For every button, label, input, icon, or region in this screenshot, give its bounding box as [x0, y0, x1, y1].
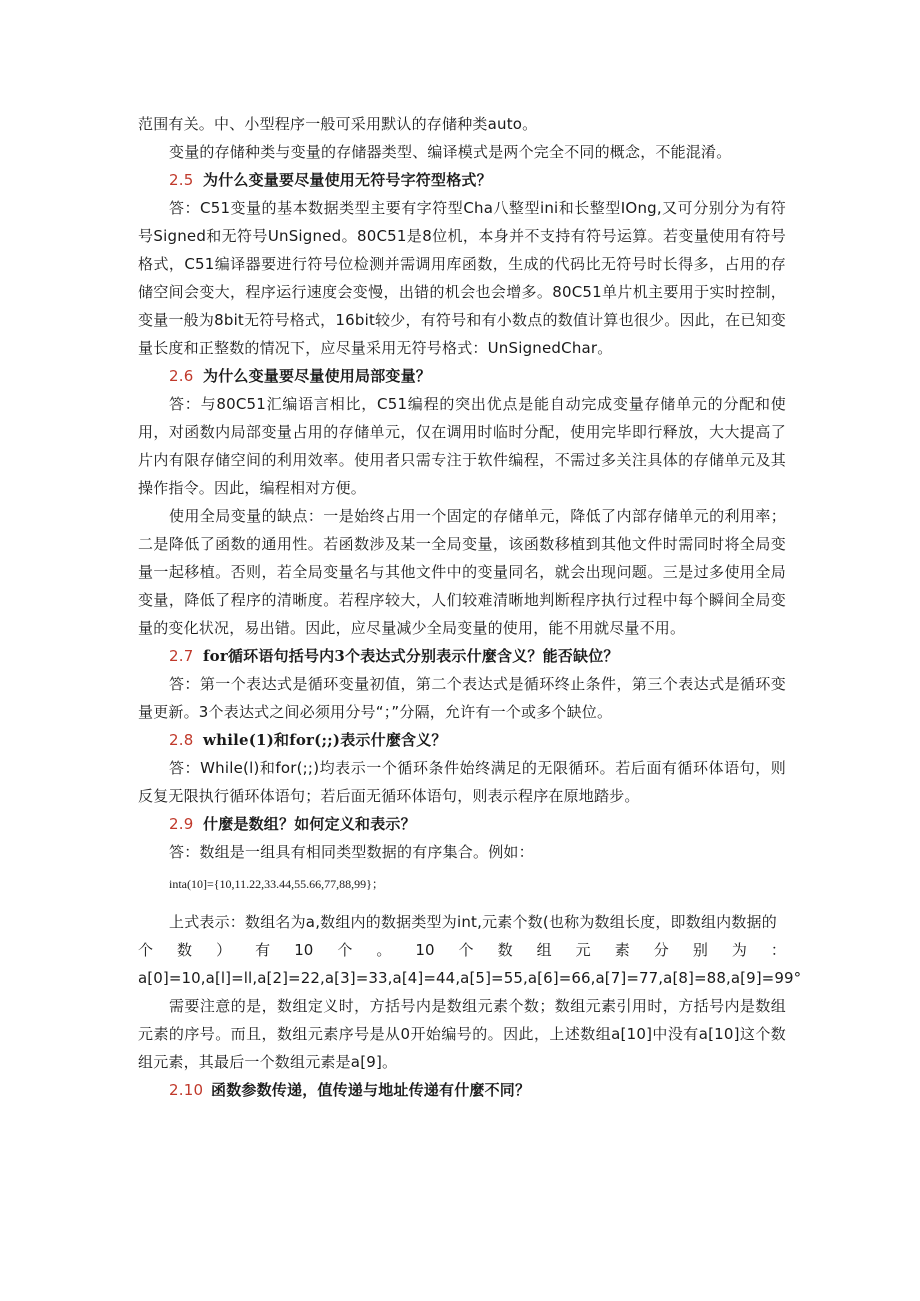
question-number: 2.8 — [169, 731, 194, 749]
answer-2-9-spread-line — [138, 936, 786, 964]
question-title: 什麼是数组？如何定义和表示？ — [203, 815, 416, 833]
question-2-7 — [138, 642, 786, 670]
question-2-8 — [138, 726, 786, 754]
spread-word: 10 — [294, 941, 314, 959]
spread-word: ： — [770, 941, 786, 959]
array-values-line: a[0]=10,a[l]=ll,a[2]=22,a[3]=33,a[4]=44,a[5]=55,a[6]=66,a[7]=77,a[8]=88,a[9]=99° — [138, 969, 802, 987]
spread-word: 有 — [255, 941, 271, 959]
question-number: 2.9 — [169, 815, 194, 833]
answer-2-9: 答：数组是一组具有相同类型数据的有序集合。例如： — [169, 843, 534, 861]
question-number: 2.7 — [169, 647, 194, 665]
spread-word: 数 — [177, 941, 193, 959]
spread-word: 分 — [653, 941, 669, 959]
question-number: 2.6 — [169, 367, 194, 385]
question-2-10 — [138, 1076, 786, 1104]
answer-2-5: 答：C51变量的基本数据类型主要有字符型Cha八整型ini和长整型IOng,又可分别分为有符号Signed和无符号UnSigned。80C51是8位机，本身并不支持有符号运算。若变量使用有符号格式，C51编译器要进行符号位检测并需调用库函数，生成的代码比无符号时长得多，占用的存储空间会变大，程序运行速度会变慢，出错的机会也会增多。80C51单片机主要用于实时控制，变量一般为8bit无符号格式，16bit较少，有符号和有小数点的数值计算也很少。因此，在已知变量长度和正整数的情况下，应尽量采用无符号格式：UnSignedChar。 — [138, 199, 786, 357]
question-title: for循环语句括号内3个表达式分别表示什麼含义？能否缺位？ — [203, 647, 619, 665]
paragraph-storage-class: 变量的存储种类与变量的存储器类型、编译模式是两个完全不同的概念，不能混淆。 — [169, 143, 732, 161]
spread-word: 。 — [376, 941, 392, 959]
answer-2-9-explanation: 上式表示：数组名为a,数组内的数据类型为int,元素个数(也称为数组长度，即数组内数据的 — [169, 913, 777, 931]
question-number: 2.5 — [169, 171, 194, 189]
answer-2-8: 答：While(l)和for(;;)均表示一个循环条件始终满足的无限循环。若后面有循环体语句，则反复无限执行循环体语句；若后面无循环体语句，则表示程序在原地踏步。 — [138, 759, 786, 805]
spread-word: 个 — [337, 941, 353, 959]
answer-2-7: 答：第一个表达式是循环变量初值，第二个表达式是循环终止条件，第三个表达式是循环变量更新。3个表达式之间必须用分号“；”分隔，允许有一个或多个缺位。 — [138, 675, 786, 721]
spread-word: ） — [216, 941, 232, 959]
question-2-6 — [138, 362, 786, 390]
code-example: inta(10]={10,11.22,33.44,55.66,77,88,99}； — [169, 877, 384, 891]
spread-word: 为 — [731, 941, 747, 959]
question-title: 为什么变量要尽量使用无符号字符型格式？ — [203, 171, 492, 189]
question-title: while(1)和for(;;)表示什麼含义？ — [203, 731, 447, 749]
question-2-9 — [138, 810, 786, 838]
spread-word: 10 — [415, 941, 435, 959]
document-page — [138, 110, 802, 1104]
spread-word: 别 — [692, 941, 708, 959]
spread-word: 元 — [575, 941, 591, 959]
question-2-5 — [138, 166, 786, 194]
question-title: 函数参数传递，值传递与地址传递有什麼不同？ — [211, 1081, 531, 1099]
spread-word: 数 — [497, 941, 513, 959]
question-title: 为什么变量要尽量使用局部变量？ — [203, 367, 432, 385]
paragraph-continuation: 范围有关。中、小型程序一般可采用默认的存储种类auto。 — [138, 115, 538, 133]
spread-word: 组 — [536, 941, 552, 959]
answer-2-9-note: 需要注意的是，数组定义时，方括号内是数组元素个数；数组元素引用时，方括号内是数组元素的序号。而且，数组元素序号是从0开始编号的。因此，上述数组a[10]中没有a[10]这个数组元素，其最后一个数组元素是a[9]。 — [138, 997, 786, 1071]
spread-word: 素 — [614, 941, 630, 959]
spread-word: 个 — [138, 941, 154, 959]
answer-2-6: 答：与80C51汇编语言相比，C51编程的突出优点是能自动完成变量存储单元的分配和使用，对函数内局部变量占用的存储单元，仅在调用时临时分配，使用完毕即行释放，大大提高了片内有限存储空间的利用效率。使用者只需专注于软件编程，不需过多关注具体的存储单元及其操作指令。因此，编程相对方便。 — [138, 395, 786, 497]
spread-word: 个 — [458, 941, 474, 959]
question-number: 2.10 — [169, 1081, 204, 1099]
answer-2-6-global-vars: 使用全局变量的缺点：一是始终占用一个固定的存储单元，降低了内部存储单元的利用率；二是降低了函数的通用性。若函数涉及某一全局变量，该函数移植到其他文件时需同时将全局变量一起移植。否则，若全局变量名与其他文件中的变量同名，就会出现问题。三是过多使用全局变量，降低了程序的清晰度。若程序较大，人们较难清晰地判断程序执行过程中每个瞬间全局变量的变化状况，易出错。因此，应尽量减少全局变量的使用，能不用就尽量不用。 — [138, 507, 786, 637]
